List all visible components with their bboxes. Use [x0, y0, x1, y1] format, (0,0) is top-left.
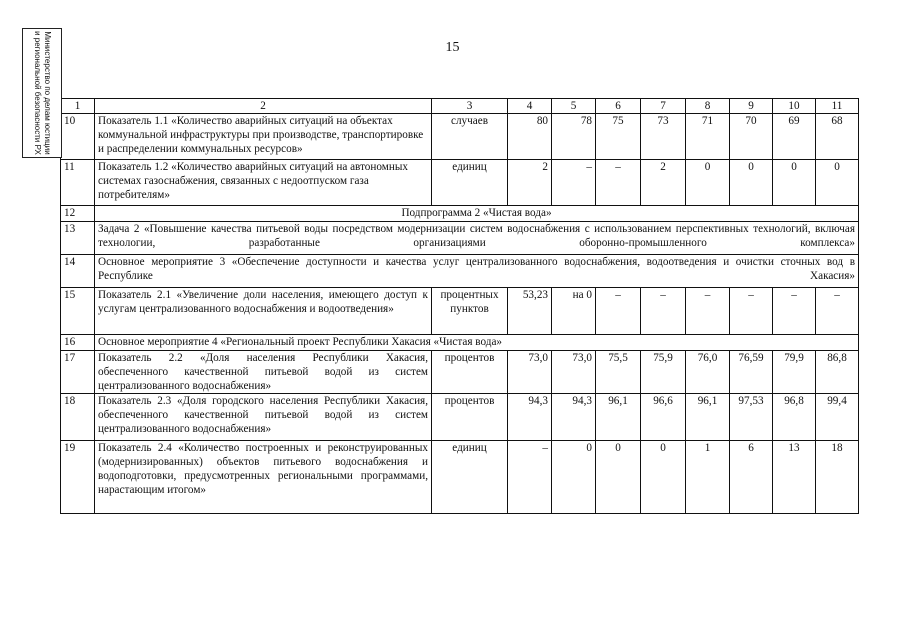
- page-number: 15: [445, 40, 460, 55]
- indicator-value: 78: [552, 114, 596, 160]
- table-row: [61, 160, 859, 206]
- indicator-value: 1: [686, 441, 730, 514]
- row-number: 17: [61, 351, 95, 394]
- table-row: [61, 351, 859, 394]
- table-row: [61, 394, 859, 441]
- indicator-value: 97,53: [730, 394, 773, 441]
- indicator-value: 0: [816, 160, 859, 206]
- indicator-name: Показатель 1.1 «Количество аварийных ситуаций на объектах коммунальной инфраструктуры при производстве, транспортировке и распределении коммунальных ресурсов»: [95, 114, 432, 160]
- indicator-value: 80: [508, 114, 552, 160]
- indicator-name: Показатель 1.2 «Количество аварийных ситуаций на автономных системах газоснабжения, связанных с недоотпуском газа потребителям»: [95, 160, 432, 206]
- indicator-value: 0: [641, 441, 686, 514]
- indicator-value: –: [596, 160, 641, 206]
- table-row: [61, 441, 859, 514]
- indicator-name: Показатель 2.4 «Количество построенных и реконструированных (модернизированных) объектов питьевого водоснабжения и водоподготовки, предусмотренных региональными программами, нарастающим итогом»: [95, 441, 432, 514]
- indicator-value: 75,9: [641, 351, 686, 394]
- indicator-value: 6: [730, 441, 773, 514]
- indicator-value: 70: [730, 114, 773, 160]
- indicator-value: 76,59: [730, 351, 773, 394]
- indicator-value: –: [686, 288, 730, 335]
- indicator-value: 96,1: [596, 394, 641, 441]
- section-heading: Основное мероприятие 3 «Обеспечение доступности и качества услуг централизованного водоснабжения, водоотведения и очистки сточных вод в Республике Хакасия»: [95, 255, 859, 288]
- unit-of-measure: единиц: [432, 441, 508, 514]
- indicator-value: на 0: [552, 288, 596, 335]
- column-header-4: 4: [508, 99, 552, 114]
- table-row: [61, 335, 859, 351]
- indicator-value: 96,1: [686, 394, 730, 441]
- unit-of-measure: процентов: [432, 394, 508, 441]
- indicator-value: 2: [508, 160, 552, 206]
- column-header-3: 3: [432, 99, 508, 114]
- column-header-11: 11: [816, 99, 859, 114]
- indicator-value: 99,4: [816, 394, 859, 441]
- indicator-value: 96,6: [641, 394, 686, 441]
- indicator-value: 0: [730, 160, 773, 206]
- stamp-text: Министерство по делам юстиции и региональной безопасности РХ: [33, 31, 52, 155]
- indicator-value: 94,3: [508, 394, 552, 441]
- indicator-value: 69: [773, 114, 816, 160]
- column-header-10: 10: [773, 99, 816, 114]
- row-number: 13: [61, 222, 95, 255]
- row-number: 19: [61, 441, 95, 514]
- row-number: 18: [61, 394, 95, 441]
- indicator-value: 86,8: [816, 351, 859, 394]
- unit-of-measure: процентных пунктов: [432, 288, 508, 335]
- indicator-name: Показатель 2.3 «Доля городского населения Республики Хакасия, обеспеченного качественной питьевой водой из систем централизованного водоснабжения»: [95, 394, 432, 441]
- column-header-6: 6: [596, 99, 641, 114]
- indicator-value: 73,0: [508, 351, 552, 394]
- table-row: [61, 206, 859, 222]
- column-header-5: 5: [552, 99, 596, 114]
- indicator-value: 0: [596, 441, 641, 514]
- row-number: 10: [61, 114, 95, 160]
- indicator-value: 71: [686, 114, 730, 160]
- indicator-value: –: [552, 160, 596, 206]
- indicator-name: Показатель 2.2 «Доля населения Республики Хакасия, обеспеченного качественной питьевой водой из систем централизованного водоснабжения»: [95, 351, 432, 394]
- table-row: [61, 288, 859, 335]
- table-row: [61, 222, 859, 255]
- column-header-2: 2: [95, 99, 432, 114]
- indicator-value: –: [508, 441, 552, 514]
- column-header-1: 1: [61, 99, 95, 114]
- indicator-value: 68: [816, 114, 859, 160]
- row-number: 12: [61, 206, 95, 222]
- indicators-table: [60, 98, 859, 514]
- indicator-value: 76,0: [686, 351, 730, 394]
- column-header-7: 7: [641, 99, 686, 114]
- section-heading: Основное мероприятие 4 «Региональный проект Республики Хакасия «Чистая вода»: [95, 335, 859, 351]
- indicator-value: 0: [552, 441, 596, 514]
- column-header-8: 8: [686, 99, 730, 114]
- unit-of-measure: случаев: [432, 114, 508, 160]
- row-number: 14: [61, 255, 95, 288]
- indicator-value: 2: [641, 160, 686, 206]
- table-header-row: [61, 99, 859, 114]
- table-row: [61, 255, 859, 288]
- indicator-value: 75: [596, 114, 641, 160]
- indicator-value: 94,3: [552, 394, 596, 441]
- indicator-value: 18: [816, 441, 859, 514]
- row-number: 11: [61, 160, 95, 206]
- section-heading: Задача 2 «Повышение качества питьевой воды посредством модернизации систем водоснабжения с использованием перспективных технологий, включая технологии, разработанные организациями оборонно-промышленного комплекса»: [95, 222, 859, 255]
- column-header-9: 9: [730, 99, 773, 114]
- unit-of-measure: процентов: [432, 351, 508, 394]
- table-row: [61, 114, 859, 160]
- unit-of-measure: единиц: [432, 160, 508, 206]
- indicator-value: 13: [773, 441, 816, 514]
- indicator-name: Показатель 2.1 «Увеличение доли населения, имеющего доступ к услугам централизованного водоснабжения и водоотведения»: [95, 288, 432, 335]
- registration-stamp: [22, 28, 62, 158]
- indicator-value: 79,9: [773, 351, 816, 394]
- row-number: 15: [61, 288, 95, 335]
- indicator-value: –: [816, 288, 859, 335]
- section-heading: Подпрограмма 2 «Чистая вода»: [95, 206, 859, 222]
- indicator-value: 73: [641, 114, 686, 160]
- indicator-value: 96,8: [773, 394, 816, 441]
- indicator-value: 73,0: [552, 351, 596, 394]
- indicator-value: 75,5: [596, 351, 641, 394]
- indicator-value: –: [773, 288, 816, 335]
- row-number: 16: [61, 335, 95, 351]
- indicator-value: –: [730, 288, 773, 335]
- indicator-value: 0: [686, 160, 730, 206]
- indicator-value: 0: [773, 160, 816, 206]
- indicator-value: 53,23: [508, 288, 552, 335]
- indicator-value: –: [641, 288, 686, 335]
- indicator-value: –: [596, 288, 641, 335]
